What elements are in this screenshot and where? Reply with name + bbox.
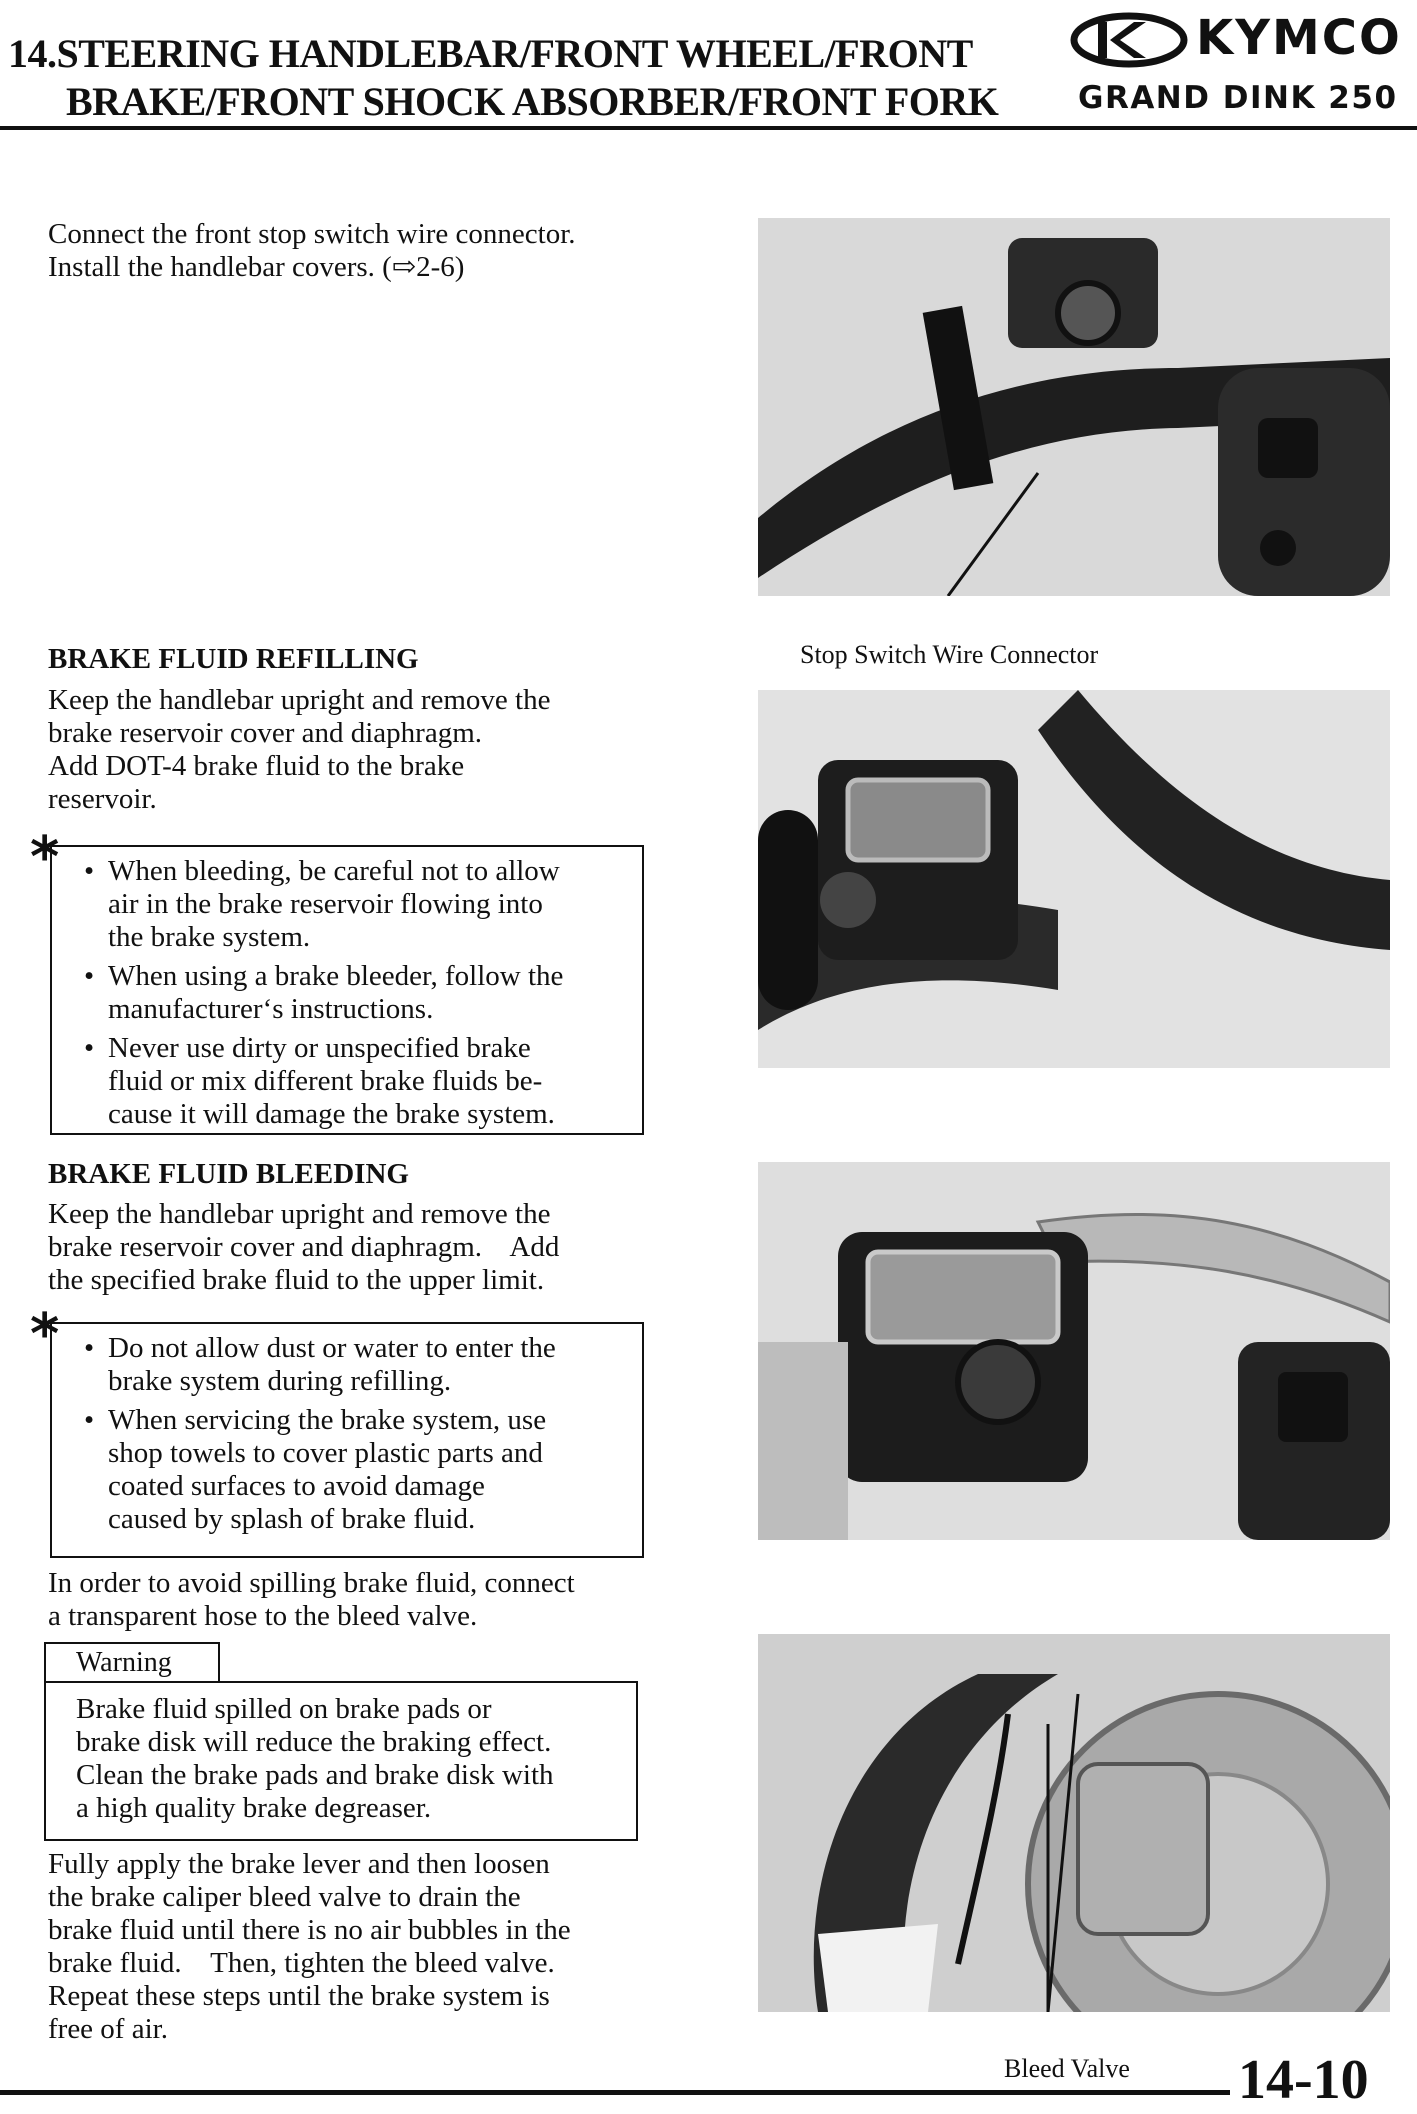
final-line: Repeat these steps until the brake system is: [48, 1980, 550, 2012]
watermark: ​: [430, 1070, 580, 1164]
warning-line: Clean the brake pads and brake disk with: [76, 1759, 554, 1791]
bleeding-line: the specified brake fluid to the upper limit.: [48, 1264, 545, 1296]
hose-line: a transparent hose to the bleed valve.: [48, 1600, 478, 1632]
handlebar-photo-illustration: [758, 218, 1390, 596]
note-asterisk-icon: *: [30, 1302, 60, 1367]
hose-line: In order to avoid spilling brake fluid, connect: [48, 1567, 575, 1599]
kymco-logo-icon: [1070, 12, 1188, 68]
page-title-line1: 14.STEERING HANDLEBAR/FRONT WHEEL/FRONT: [8, 31, 973, 76]
brand-name: KYMCO: [1196, 10, 1402, 66]
final-line: free of air.: [48, 2013, 168, 2045]
caption-stop-switch: Stop Switch Wire Connector: [800, 640, 1099, 669]
warning-box: [44, 1681, 638, 1841]
final-line: brake fluid. Then, tighten the bleed valve.: [48, 1947, 555, 1979]
warning-line: Brake fluid spilled on brake pads or: [76, 1693, 492, 1725]
intro-line: Connect the front stop switch wire connector.: [48, 218, 576, 250]
warning-line: brake disk will reduce the braking effect.: [76, 1726, 552, 1758]
refilling-line: Keep the handlebar upright and remove the: [48, 684, 551, 716]
final-paragraph: [48, 1848, 688, 2046]
page-title: [8, 30, 1048, 126]
footer-rule: [0, 2090, 1230, 2095]
section-heading-refilling: BRAKE FLUID REFILLING: [48, 643, 419, 675]
note-item: • Do not allow dust or water to enter the brake system during refilling.: [52, 1332, 642, 1398]
intro-line: Install the handlebar covers. (⇨2-6): [48, 251, 465, 283]
hose-paragraph: [48, 1567, 688, 1633]
photo-bleed-valve: [758, 1634, 1390, 2012]
photo-stop-switch: [758, 218, 1390, 596]
caption-bleed-valve: Bleed Valve: [1004, 2054, 1130, 2083]
header-rule: [0, 126, 1417, 130]
bleeding-line: brake reservoir cover and diaphragm. Add: [48, 1231, 560, 1263]
section-heading-bleeding: BRAKE FLUID BLEEDING: [48, 1158, 409, 1190]
final-line: brake fluid until there is no air bubbles in the: [48, 1914, 571, 1946]
bleeding-paragraph: [48, 1198, 688, 1297]
refilling-line: brake reservoir cover and diaphragm.: [48, 717, 482, 749]
note-box-bleeding: [50, 1322, 644, 1558]
refilling-line: reservoir.: [48, 783, 157, 815]
page-title-line2: BRAKE/FRONT SHOCK ABSORBER/FRONT FORK: [66, 79, 999, 124]
final-line: Fully apply the brake lever and then loosen: [48, 1848, 550, 1880]
note-box-refilling: [50, 845, 644, 1135]
photo-brake-reservoir: [758, 690, 1390, 1068]
bleeding-line: Keep the handlebar upright and remove the: [48, 1198, 551, 1230]
intro-text: [48, 218, 688, 284]
warning-label: Warning: [44, 1642, 220, 1682]
note-item: • When servicing the brake system, use shop towels to cover plastic parts and coated surfaces to avoid damage caused by splash of brake fluid.: [52, 1404, 642, 1536]
page-number: 14-10: [1238, 2049, 1369, 2111]
note-item: • When using a brake bleeder, follow the manufacturer‘s instructions.: [52, 960, 642, 1026]
note-asterisk-icon: *: [30, 825, 60, 890]
lever-photo-illustration: [758, 1162, 1390, 1540]
note-item: • When bleeding, be careful not to allow air in the brake reservoir flowing into the brake system.: [52, 855, 642, 954]
brand-logo: [1070, 6, 1410, 76]
refilling-paragraph: [48, 684, 688, 816]
model-name: GRAND DINK 250: [1078, 80, 1398, 116]
warning-line: a high quality brake degreaser.: [76, 1792, 432, 1824]
reservoir-photo-illustration: [758, 690, 1390, 1068]
note-item: • Never use dirty or unspecified brake fluid or mix different brake fluids be- cause it will damage the brake system.: [52, 1032, 642, 1131]
caliper-photo-illustration: [758, 1634, 1390, 2012]
final-line: the brake caliper bleed valve to drain the: [48, 1881, 521, 1913]
refilling-line: Add DOT-4 brake fluid to the brake: [48, 750, 465, 782]
photo-brake-lever: [758, 1162, 1390, 1540]
